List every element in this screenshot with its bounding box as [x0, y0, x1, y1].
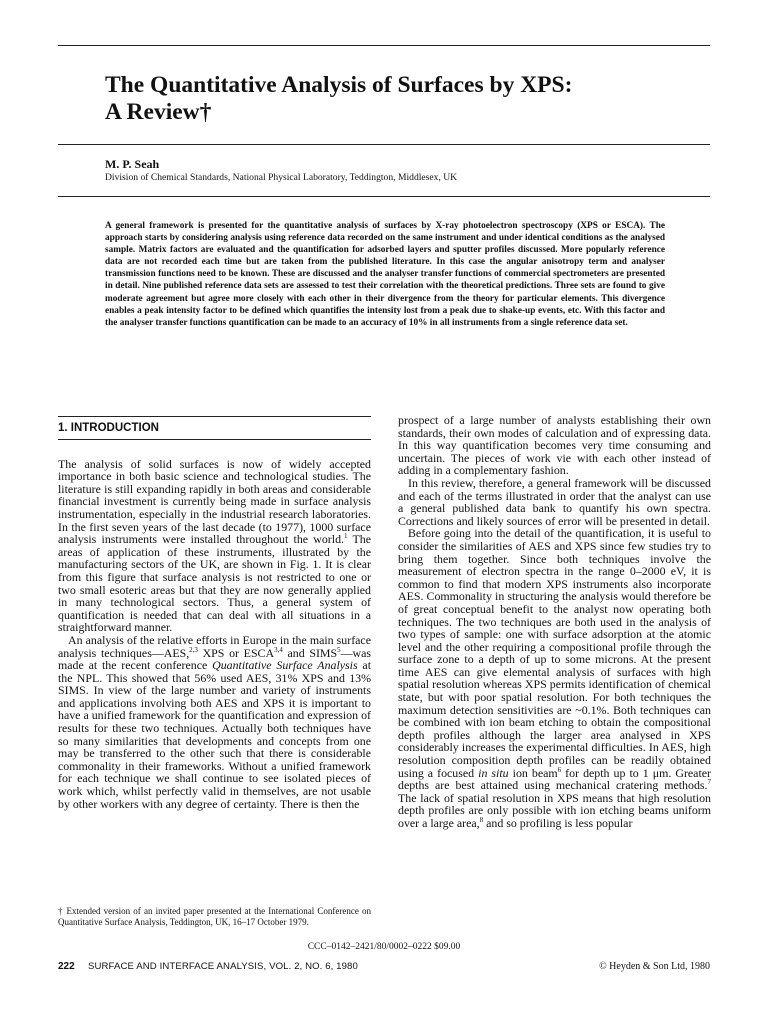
intro-p1-text: The analysis of solid surfaces is now of widely accepted importance in both basic science and technological studies. The literature is still expanding rapidly in both areas and considerable financial investment is currently being made in surface analysis instrumentation, especially in the industrial research laboratories. In the first seven years of the last decade (to 1977), 1000 surface analysis instruments were installed throughout the world.	[58, 456, 371, 547]
intro-paragraph-4: In this review, therefore, a general framework will be discussed and each of the terms illustrated in order that the analyst can use a general published data bank to quantify his own spectra. Corrections and likely sources of error will be presented in detail.	[398, 475, 711, 528]
intro-p5-text-d: The lack of spatial resolution in XPS means that high resolution depth profiles are only possible with ion etching beams uniform over a large area,	[398, 790, 711, 830]
left-column	[58, 415, 371, 810]
intro-p2-text-a: An analysis of the relative efforts in Europe in the main surface analysis techniques—AES,	[58, 632, 371, 660]
intro-p5-text-e: and so profiling is less popular	[483, 816, 633, 830]
copyright-notice: © Heyden & Son Ltd, 1980	[599, 961, 710, 972]
section-heading: 1. INTRODUCTION	[58, 416, 371, 440]
title-rule	[58, 144, 710, 145]
article-code: CCC–0142–2421/80/0002–0222 $09.00	[307, 942, 461, 952]
intro-p2-text-c: and SIMS	[282, 645, 338, 660]
reference-marker: 7	[707, 778, 711, 787]
conference-name: Quantitative Surface Analysis	[212, 658, 358, 673]
intro-p2-text-b: XPS or ESCA	[197, 645, 275, 660]
reference-marker: 6	[557, 765, 562, 774]
journal-citation: SURFACE AND INTERFACE ANALYSIS, VOL. 2, NO. 6, 1980	[88, 961, 358, 972]
intro-p2-text-e: at the NPL. This showed that 56% used AES, 31% XPS and 13% SIMS. In view of the large number and variety of instruments and applications involving both AES and XPS it is important to have a unified framework for the quantification and expression of results for these two techniques. Actually both techniques have so many similarities that developments and concepts from one may be transferred to the other such that there is considerable commonality in their frameworks. Without a unified framework for each technique we shall continue to see isolated pieces of work which, whilst perfectly valid in themselves, are not usable by other workers with any degree of certainty. There is then the	[58, 658, 372, 811]
intro-paragraph-2	[58, 634, 371, 810]
reference-marker: 2,3	[189, 645, 198, 654]
intro-paragraph-1	[58, 458, 371, 634]
intro-p5-text-a: Before going into the detail of the quantification, it is useful to consider the similarities of AES and XPS since few studies try to bring them together. Since both techniques involve the measurement of electron spectra in the range 0–2000 eV, it is common to find that modern XPS instruments also incorporate AES. Commonality in structuring the analysis would therefore be of great conceptual benefit to the analyst now operating both techniques. The two techniques are both used in the analysis of two types of sample: one with surface adsorption at the atomic level and the other requiring a compositional profile through the surface zone to a depth of up to some microns. At the present time AES can give elemental analysis of surfaces with high spatial resolution whereas XPS permits identification of chemical state, but with poor spatial resolution. For both techniques the maximum detection sensitivities are ~0.1%. Both techniques can be combined with ion beam etching to obtain the compositional depth profiles although the larger area analysed in XPS considerably increases the experimental difficulties. In AES, high resolution composition depth profiles can be readily obtained using a focused	[398, 526, 711, 780]
title-footnote-mark: †	[199, 99, 212, 125]
title-line-2: A Review	[105, 99, 200, 125]
page-number: 222	[58, 961, 75, 972]
right-column	[398, 414, 711, 830]
intro-p1-text-end: The areas of application of these instruments, illustrated by the manufacturing sectors of the UK, are shown in Fig. 1. It is clear from this figure that surface analysis is not restricted to one or two small esoteric areas but that they are now generally applied in many technological sectors. Thus, a general system of quantification is needed that can deal with all situations in a straightforward manner.	[58, 532, 372, 635]
top-rule	[58, 45, 710, 46]
author-name: M. P. Seah	[105, 157, 160, 171]
reference-marker: 8	[479, 816, 484, 825]
in-situ-term: in situ	[478, 765, 509, 780]
intro-paragraph-5	[398, 527, 711, 829]
intro-p5-text-b: ion beam	[508, 765, 558, 780]
intro-p5-text-c: for depth up to 1 μm. Greater depths are best attained using mechanical cratering methods.	[398, 765, 712, 793]
reference-marker: 1	[344, 532, 348, 541]
reference-marker: 5	[337, 645, 341, 654]
author-rule	[58, 196, 710, 197]
intro-p2-text-d: —was made at the recent conference	[58, 645, 372, 673]
intro-paragraph-3: prospect of a large number of analysts establishing their own standards, their own modes of calculation and of expressing data. In this way quantification becomes very time consuming and uncertain. The pieces of work vie with each other instead of adding in a complementary fashion.	[398, 413, 711, 478]
footnote: † Extended version of an invited paper presented at the International Conference on Quantitative Surface Analysis, Teddington, UK, 16–17 October 1979.	[58, 906, 371, 927]
author-affiliation: Division of Chemical Standards, National Physical Laboratory, Teddington, Middlesex, UK	[105, 172, 458, 183]
article-title	[105, 72, 705, 126]
reference-marker: 3,4	[274, 645, 283, 654]
title-line-1: The Quantitative Analysis of Surfaces by XPS:	[105, 72, 573, 98]
abstract: A general framework is presented for the quantitative analysis of surfaces by X-ray photoelectron spectroscopy (XPS or ESCA). The approach starts by considering analysis using reference data recorded on the same instrument and under identical conditions as the analysed sample. Matrix factors are evaluated and the quantification for adsorbed layers and sputter profiles discussed. More popularly reference data are not recorded each time but are taken from the published literature. In this case the angular anisotropy term and analyser transmission functions need to be known. These are discussed and the analyser transfer functions of commercial spectrometers are presented in detail. Nine published reference data sets are assessed to test their correlation with the theoretical predictions. Three sets are found to give moderate agreement but agree more closely with each other in their divergence from the theory for particular elements. This divergence enables a peak intensity factor to be defined which quantifies the intensity lost from a peak due to shake-up events, etc. With this factor and the analyser transfer functions quantification can be made to an accuracy of 10% in all instruments from a single reference data set.	[105, 221, 665, 328]
